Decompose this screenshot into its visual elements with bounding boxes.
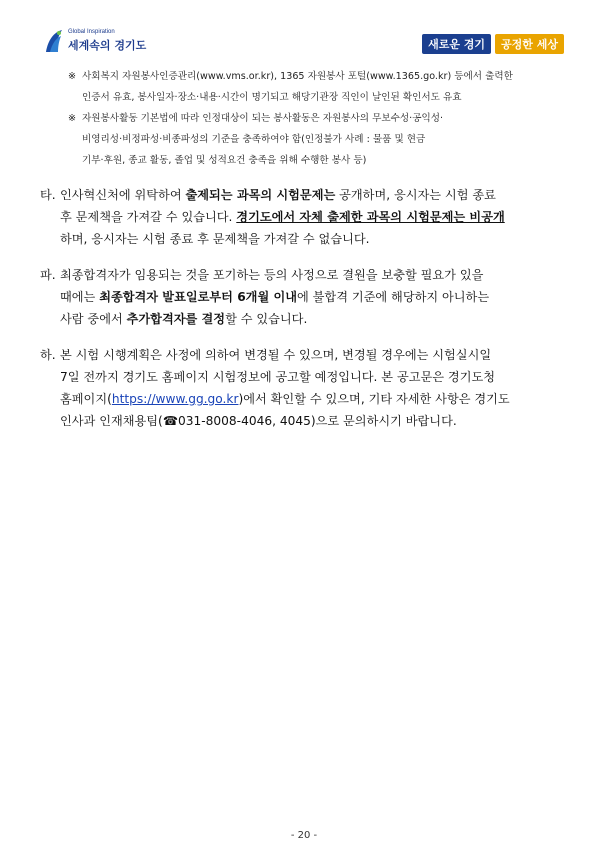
note-mark: ※	[68, 71, 77, 82]
text-run: 때에는	[60, 290, 100, 304]
note-line: 비영리성·비정파성·비종파성의 기준을 충족하여야 함(인정불가 사례 : 물품 및 현금	[82, 134, 426, 145]
text-run: 에 불합격 기준에 해당하지 아니하는	[297, 290, 490, 304]
item-label: 파.	[40, 268, 56, 282]
slogan-part-2: 공정한 세상	[495, 34, 564, 54]
item-line	[60, 388, 570, 410]
item-label: 타.	[40, 188, 56, 202]
item-label: 하.	[40, 348, 56, 362]
item-line	[60, 184, 570, 206]
bold-text: 추가합격자를 결정	[126, 312, 226, 326]
bold-text: 출제되는 과목의 시험문제는	[185, 188, 336, 202]
note-line: 기부·후원, 종교 활동, 졸업 및 성적요건 충족을 위해 수행한 봉사 등)	[82, 155, 367, 166]
gyeonggi-logo	[44, 26, 147, 58]
text-run: 후 문제책을 가져갈 수 있습니다.	[60, 210, 237, 224]
logo-subtitle: Global Inspiration	[68, 29, 115, 35]
item-line: 본 시험 시행계획은 사정에 의하여 변경될 수 있으며, 변경될 경우에는 시험실시일	[60, 348, 492, 362]
slogan-part-1: 새로운 경기	[422, 34, 491, 54]
item-line	[60, 308, 570, 330]
logo-title: 세계속의 경기도	[68, 39, 147, 52]
item-line: 인사과 인재채용팀(☎031-8008-4046, 4045)으로 문의하시기 바랍니다.	[60, 414, 457, 428]
text-run: 할 수 있습니다.	[225, 312, 308, 326]
note-line: 사회복지 자원봉사인증관리(www.vms.or.kr), 1365 자원봉사 포털(www.1365.go.kr) 등에서 출력한	[82, 71, 513, 82]
note-mark: ※	[68, 113, 77, 124]
slogan-banner	[422, 34, 564, 54]
text-run: 홈페이지(	[60, 392, 112, 406]
text-run: )에서 확인할 수 있으며, 기타 자세한 사항은 경기도	[238, 392, 510, 406]
page-header	[0, 0, 608, 62]
item-line: 최종합격자가 임용되는 것을 포기하는 등의 사정으로 결원을 보충할 필요가 있을	[60, 268, 484, 282]
text-run: 공개하며, 응시자는 시험 종료	[335, 188, 496, 202]
note-line: 자원봉사활동 기본법에 따라 인정대상이 되는 봉사활동은 자원봉사의 무보수성·공익성·	[82, 113, 444, 124]
text-run: 사람 중에서	[60, 312, 127, 326]
gyeonggi-emblem-icon	[44, 28, 64, 54]
item-line	[60, 286, 570, 308]
note-line: 인증서 유효, 봉사일자·장소·내용·시간이 명기되고 해당기관장 직인이 날인된 확인서도 유효	[82, 92, 462, 103]
bold-text: 최종합격자 발표일로부터 6개월 이내	[99, 290, 298, 304]
bold-underlined-text: 경기도에서 자체 출제한 과목의 시험문제는 비공개	[236, 210, 505, 224]
text-run: 인사혁신처에 위탁하여	[60, 188, 186, 202]
item-line	[60, 206, 570, 228]
item-line: 7일 전까지 경기도 홈페이지 시험정보에 공고할 예정입니다. 본 공고문은 경기도청	[60, 370, 496, 384]
gg-homepage-link[interactable]: https://www.gg.go.kr	[111, 392, 239, 406]
page-number: - 20 -	[290, 830, 318, 841]
item-line: 하며, 응시자는 시험 종료 후 문제책을 가져갈 수 없습니다.	[60, 232, 370, 246]
